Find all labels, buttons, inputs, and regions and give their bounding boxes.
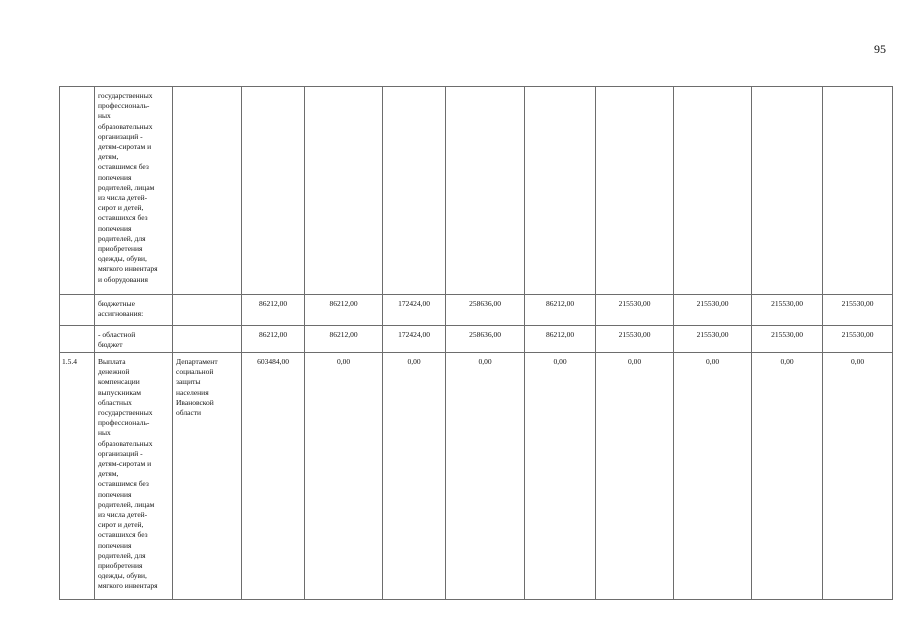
amount-cell (242, 87, 305, 295)
amount-cell (596, 87, 674, 295)
table-row (60, 87, 893, 295)
row-name-cell-text: - областной бюджет (98, 330, 136, 350)
table-row (60, 353, 893, 600)
row-name-cell-text: Выплата денежной компенсации выпускникам областных государственных профессиональ- ных образовательных организаций - детям-сиротам и детям, оставшимся без попечения родителей, лицам из числа детей- сирот и детей, оставшихся без попечения родителей, для приобретения одежды, обуви, мягкого инвентаря (98, 357, 158, 591)
amount-cell-text: 86212,00 (258, 330, 288, 339)
amount-cell-text: 86212,00 (258, 299, 288, 308)
amount-cell (674, 295, 752, 326)
row-executor-cell (173, 295, 242, 326)
amount-cell (383, 295, 446, 326)
amount-cell-text: 172424,00 (398, 330, 430, 339)
amount-cell (383, 353, 446, 600)
amount-cell-text: 215530,00 (841, 299, 874, 308)
amount-cell-text: 0,00 (705, 357, 720, 366)
amount-cell (305, 295, 383, 326)
amount-cell (446, 295, 525, 326)
row-executor-cell (173, 87, 242, 295)
amount-cell-text: 215530,00 (696, 330, 729, 339)
amount-cell-text: 258636,00 (469, 330, 501, 339)
amount-cell-text: 215530,00 (771, 299, 803, 308)
amount-cell-text: 258636,00 (469, 299, 501, 308)
row-name-cell (95, 326, 173, 353)
amount-cell-text: 215530,00 (841, 330, 874, 339)
amount-cell (596, 353, 674, 600)
row-executor-cell (173, 326, 242, 353)
amount-cell-text: 86212,00 (329, 299, 358, 308)
amount-cell (305, 353, 383, 600)
amount-cell-text: 0,00 (780, 357, 794, 366)
amount-cell (446, 326, 525, 353)
amount-cell (525, 295, 596, 326)
amount-cell (752, 87, 823, 295)
amount-cell (674, 326, 752, 353)
row-executor-cell (173, 353, 242, 600)
amount-cell (752, 353, 823, 600)
amount-cell (383, 326, 446, 353)
amount-cell (596, 295, 674, 326)
amount-cell (305, 87, 383, 295)
amount-cell (242, 295, 305, 326)
amount-cell-text: 0,00 (336, 357, 351, 366)
row-code-cell (60, 353, 95, 600)
amount-cell-text: 0,00 (850, 357, 865, 366)
row-executor-cell-text: Департамент социальной защиты населения Ивановской области (176, 357, 218, 418)
amount-cell (674, 353, 752, 600)
amount-cell-text: 215530,00 (696, 299, 729, 308)
amount-cell (823, 326, 893, 353)
amount-cell (305, 326, 383, 353)
budget-table (59, 86, 893, 600)
amount-cell (242, 326, 305, 353)
amount-cell-text: 0,00 (553, 357, 567, 366)
page-number: 95 (874, 42, 886, 56)
amount-cell (596, 326, 674, 353)
amount-cell (823, 295, 893, 326)
table-row (60, 326, 893, 353)
table-row (60, 295, 893, 326)
row-code-cell-text: 1.5.4 (62, 357, 77, 366)
amount-cell-text: 215530,00 (771, 330, 803, 339)
amount-cell-text: 0,00 (407, 357, 421, 366)
amount-cell-text: 86212,00 (545, 330, 575, 339)
amount-cell (823, 353, 893, 600)
amount-cell-text: 86212,00 (329, 330, 358, 339)
amount-cell-text: 86212,00 (545, 299, 575, 308)
row-name-cell-text: бюджетные ассигнования: (98, 299, 144, 319)
row-code-cell (60, 295, 95, 326)
row-name-cell (95, 87, 173, 295)
amount-cell (446, 353, 525, 600)
amount-cell-text: 172424,00 (398, 299, 430, 308)
row-code-cell (60, 326, 95, 353)
row-name-cell (95, 295, 173, 326)
amount-cell (752, 295, 823, 326)
amount-cell-text: 215530,00 (618, 299, 651, 308)
amount-cell (525, 87, 596, 295)
row-name-cell-text: государственных профессиональ- ных образовательных организаций - детям-сиротам и детям, оставшимся без попечения родителей, лицам из числа детей- сирот и детей, оставшихся без попечения родителей, для приобретения одежды, обуви, мягкого инвентаря и оборудования (98, 91, 158, 284)
amount-cell (242, 353, 305, 600)
row-code-cell (60, 87, 95, 295)
amount-cell-text: 0,00 (478, 357, 492, 366)
amount-cell (525, 326, 596, 353)
amount-cell (446, 87, 525, 295)
amount-cell (525, 353, 596, 600)
amount-cell-text: 215530,00 (618, 330, 651, 339)
amount-cell (383, 87, 446, 295)
amount-cell (752, 326, 823, 353)
amount-cell (823, 87, 893, 295)
row-name-cell (95, 353, 173, 600)
amount-cell-text: 603484,00 (257, 357, 289, 366)
amount-cell-text: 0,00 (627, 357, 642, 366)
amount-cell (674, 87, 752, 295)
